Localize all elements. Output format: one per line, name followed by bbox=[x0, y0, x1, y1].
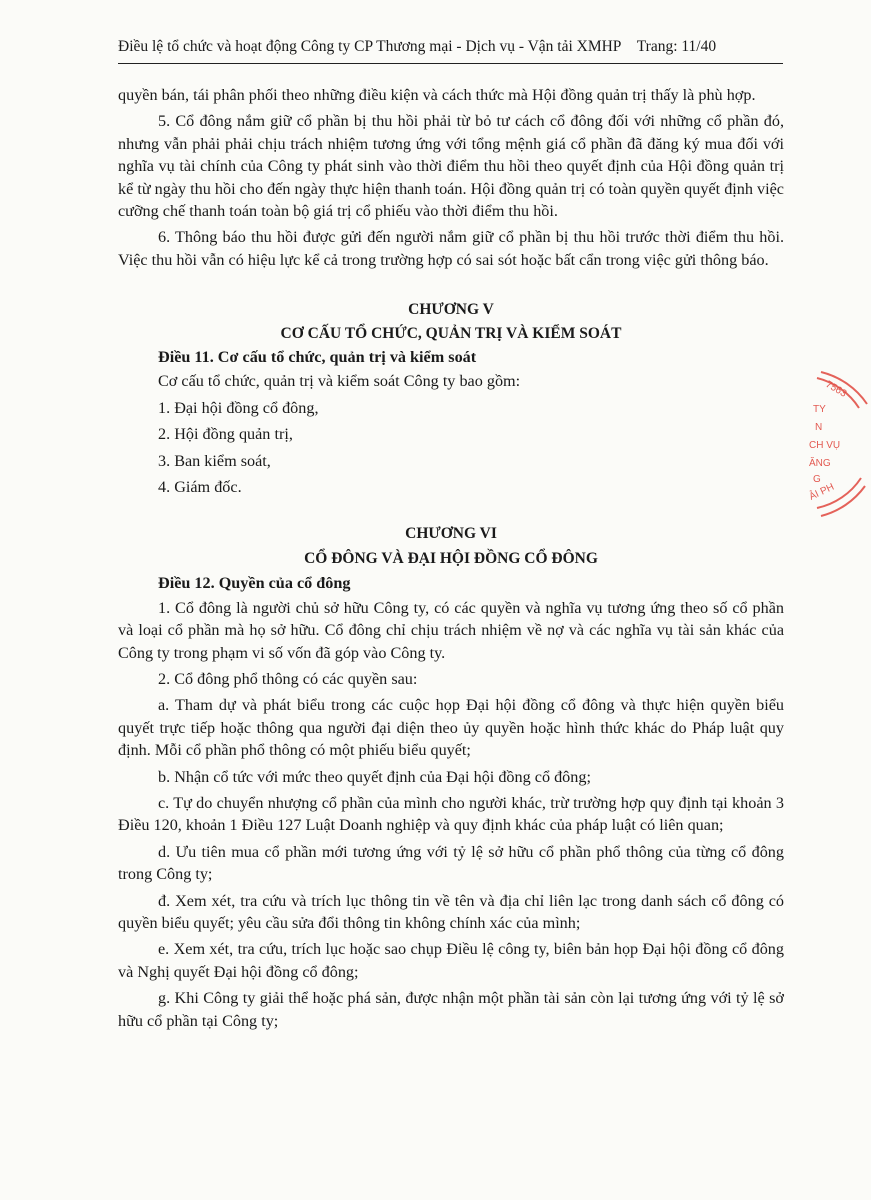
paragraph: quyền bán, tái phân phối theo những điều kiện và cách thức mà Hội đồng quản trị thấy là phù hợp. bbox=[118, 86, 756, 104]
list-item: 2. Hội đồng quản trị, bbox=[158, 425, 293, 444]
company-stamp bbox=[803, 368, 871, 518]
right-item-g: g. Khi Công ty giải thể hoặc phá sản, được nhận một phần tài sản còn lại tương ứng với tỷ lệ sở hữu cổ phần tại Công ty; bbox=[118, 989, 784, 1030]
header-title: Điều lệ tổ chức và hoạt động Công ty CP Thương mại - Dịch vụ - Vận tải XMHP bbox=[118, 38, 621, 55]
page-header bbox=[118, 36, 783, 58]
list-item: 3. Ban kiểm soát, bbox=[158, 451, 271, 470]
right-item-dd: đ. Xem xét, tra cứu và trích lục thông tin về tên và địa chỉ liên lạc trong danh sách cổ đông có quyền biểu quyết; yêu cầu sửa đổi thông tin không chính xác của mình; bbox=[118, 891, 784, 932]
header-rule bbox=[118, 63, 783, 64]
chapter-6-label: CHƯƠNG VI bbox=[405, 524, 497, 542]
list-item: 1. Đại hội đồng cổ đông, bbox=[158, 398, 319, 417]
article-11-intro: Cơ cấu tổ chức, quản trị và kiểm soát Công ty bao gồm: bbox=[158, 372, 521, 391]
right-item-c: c. Tự do chuyển nhượng cổ phần của mình cho người khác, trừ trường hợp quy định tại khoản 3 Điều 120, khoản 1 Điều 127 Luật Doanh nghiệp và quy định khác của pháp luật có liên quan; bbox=[118, 793, 784, 835]
stamp-text: N bbox=[815, 422, 823, 433]
chapter-5-label: CHƯƠNG V bbox=[408, 301, 494, 319]
stamp-text: 7563 bbox=[823, 379, 849, 400]
article-11-title: Điều 11. Cơ cấu tổ chức, quản trị và kiểm soát bbox=[158, 348, 477, 367]
chapter-6-title: CỔ ĐÔNG VÀ ĐẠI HỘI ĐỒNG CỔ ĐÔNG bbox=[304, 549, 598, 567]
paragraph-5: 5. Cổ đông nắm giữ cổ phần bị thu hồi phải từ bỏ tư cách cổ đông đối với những cổ phần đó, nhưng vẫn phải phải chịu trách nhiệm tương ứng với tổng mệnh giá cổ phần đã đăng ký mua đối với nghĩa vụ tài chính của Công ty phát sinh vào thời điểm thu hồi theo quyết định của Hội đồng quản trị kể từ ngày thu hồi cho đến ngày thực hiện thanh toán. Hội đồng quản trị có toàn quyền quyết định việc cưỡng chế thanh toán toàn bộ giá trị cổ phiếu vào thời điểm thu hồi. bbox=[118, 112, 784, 221]
chapter-5-title: CƠ CẤU TỔ CHỨC, QUẢN TRỊ VÀ KIỂM SOÁT bbox=[280, 324, 622, 342]
article-12-para-1: 1. Cổ đông là người chủ sở hữu Công ty, có các quyền và nghĩa vụ tương ứng theo số cổ phần và loại cổ phần mà họ sở hữu. Cổ đông chỉ chịu trách nhiệm về nợ và các nghĩa vụ tài sản khác của Công ty trong phạm vi số vốn đã góp vào Công ty. bbox=[118, 598, 784, 662]
document-body bbox=[118, 84, 784, 1032]
stamp-text: TY bbox=[813, 404, 826, 415]
right-item-e: e. Xem xét, tra cứu, trích lục hoặc sao chụp Điều lệ công ty, biên bản họp Đại hội đồng cổ đông và Nghị quyết Đại hội đồng cổ đông; bbox=[118, 940, 784, 981]
right-item-b: b. Nhận cổ tức với mức theo quyết định của Đại hội đồng cổ đông; bbox=[158, 767, 591, 786]
right-item-d: d. Ưu tiên mua cổ phần mới tương ứng với tỷ lệ sở hữu cổ phần phổ thông của từng cổ đông trong Công ty; bbox=[118, 842, 784, 884]
stamp-text: ĂNG bbox=[809, 458, 831, 469]
article-12-para-2: 2. Cổ đông phổ thông có các quyền sau: bbox=[158, 669, 418, 688]
stamp-text: CH VỤ bbox=[809, 440, 841, 451]
paragraph-6: 6. Thông báo thu hồi được gửi đến người nắm giữ cổ phần bị thu hồi trước thời điểm thu hồi. Việc thu hồi vẫn có hiệu lực kể cả trong trường hợp có sai sót hoặc bất cẩn trong việc gửi thông báo. bbox=[118, 228, 784, 269]
article-12-title: Điều 12. Quyền của cổ đông bbox=[158, 574, 351, 593]
page-number: Trang: 11/40 bbox=[636, 38, 717, 55]
stamp-text: ẢI PH bbox=[807, 481, 836, 503]
right-item-a: a. Tham dự và phát biểu trong các cuộc họp Đại hội đồng cổ đông và thực hiện quyền biểu quyết trực tiếp hoặc thông qua người đại diện theo ủy quyền hoặc hình thức khác do Pháp luật quy định. Mỗi cổ phần phổ thông có một phiếu biểu quyết; bbox=[118, 696, 784, 760]
stamp-text: G bbox=[813, 474, 821, 485]
article-11-list bbox=[118, 370, 784, 498]
list-item: 4. Giám đốc. bbox=[158, 478, 242, 497]
